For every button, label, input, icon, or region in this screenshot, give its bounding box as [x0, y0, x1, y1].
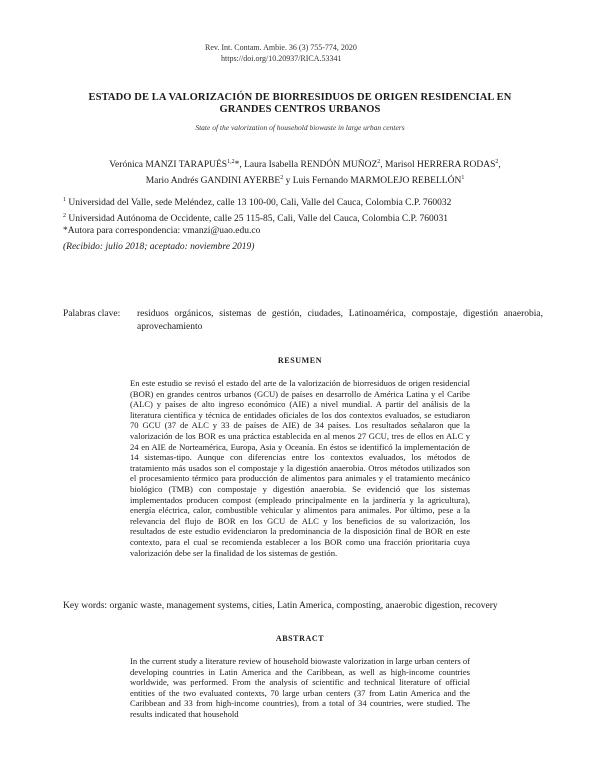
author-name: Luis Fernando MARMOLEJO REBELLÓN	[292, 176, 462, 187]
author-affiliation-mark: 1,2	[227, 159, 235, 165]
journal-citation: Rev. Int. Contam. Ambie. 36 (3) 755-774, 2020	[205, 43, 357, 52]
affiliation-1	[63, 194, 543, 210]
resumen-heading: RESUMEN	[277, 356, 323, 365]
received-accepted-dates: (Recibido: julio 2018; aceptado: noviembre 2019)	[63, 242, 255, 252]
article-subtitle: State of the valorization of household biowaste in large urban centers	[195, 123, 405, 132]
author-name: Marisol HERRERA RODAS	[385, 160, 496, 171]
keywords-label: Palabras clave:	[63, 309, 121, 319]
author-name: Laura Isabella RENDÓN MUÑOZ	[244, 160, 378, 171]
keywords-text: residuos orgánicos, sistemas de gestión, ciudades, Latinoamérica, compostaje, digestión anaerobia, aprovechamiento	[137, 309, 543, 332]
author-name: Mario Andrés GANDINI AYERBE	[145, 176, 281, 187]
author-name: Verónica MANZI TARAPUÉS	[109, 160, 228, 171]
author-conjunction: y	[285, 176, 291, 187]
author-affiliation-mark: 2	[377, 159, 381, 165]
author-affiliation-mark: 2	[280, 175, 284, 182]
author-list: Verónica MANZI TARAPUÉS$^{1,2}$*, Laura Isabella RENDÓN MUÑOZ$^2$, Marisol HERRERA RODAS$^2$, Mario Andrés GANDINI AYERBE$^2$ y Luis Fernando MARMOLEJO REBELLÓN$^1$	[109, 159, 501, 187]
keywords-es	[63, 308, 543, 333]
author-affiliation-mark: 2	[495, 159, 499, 165]
keywords-en	[63, 601, 543, 611]
affiliation-2	[63, 210, 543, 226]
affiliation-text: Universidad Autónoma de Occidente, calle 25 115-85, Cali, Valle del Cauca, Colombia C.P. 760031	[68, 213, 449, 224]
abstract-heading: ABSTRACT	[275, 634, 325, 643]
affiliation-number: 1	[63, 197, 66, 203]
journal-doi[interactable]: https://doi.org/10.20937/RICA.53341	[221, 54, 342, 63]
keywords-en-text: organic waste, management systems, cities, Latin America, composting, anaerobic digestion, recovery	[109, 601, 498, 611]
corresponding-mark: *	[234, 160, 240, 171]
affiliation-number: 2	[63, 212, 66, 219]
keywords-en-label: Key words:	[63, 601, 108, 611]
abstract-text: In the current study a literature review of household biowaste valorization in large urban centers of developing countries in Latin America and the Caribbean, as well as high-income countries worldwide, was performed. From the analysis of scientific and technical literature of official entities of the two evaluated contexts, 70 large urban centers (37 from Latin America and the Caribbean and 33 from high-income countries), from a total of 34 countries, were studied. The results indicated that household	[130, 656, 470, 719]
resumen-text: En este estudio se revisó el estado del arte de la valorización de biorresiduos de origen residencial (BOR) en grandes centros urbanos (GCU) de países en desarrollo de América Latina y el Caribe (ALC) y países de alto ingreso económico (AIE) a nivel mundial. A partir del análisis de la literatura científica y técnica de entidades oficiales de los dos contextos evaluados, se estudiaron 70 GCU (37 de ALC y 33 de países de AIE) de 34 países. Los resultados señalaron que la valorización de los BOR es una práctica establecida en al menos 27 GCU, tres de ellos en ALC y 24 en AIE de Norteamérica, Europa, Asia y Oceanía. En éstos se identificó la implementación de 14 sistemas-tipo. Aunque con diferencias entre los contextos evaluados, los métodos de tratamiento más usados son el compostaje y la digestión anaerobia. Otros métodos utilizados son el procesamiento térmico para producción de alimentos para animales y el tratamiento mecánico biológico (TMB) con compostaje y digestión anaerobia. Se evidenció que los sistemas implementados producen compost (empleado principalmente en la jardinería y la agricultura), energía eléctrica, calor, combustible vehicular y alimentos para animales. Por último, pese a la relevancia del flujo de BOR en los GCU de ALC y los beneficios de su valorización, los resultados de este estudio evidenciaron la predominancia de la disposición final de BOR en este contexto, para el cual se recomienda establecer a los BOR como una fracción prioritaria cuya valorización debe ser la finalidad de los sistemas de gestión.	[130, 378, 470, 558]
affiliations	[63, 194, 543, 238]
corresponding-author: *Autora para correspondencia: vmanzi@uao.edu.co	[63, 226, 261, 237]
author-affiliation-mark: 1	[461, 175, 465, 182]
journal-header	[0, 42, 600, 64]
article-title: ESTADO DE LA VALORIZACIÓN DE BIORRESIDUOS DE ORIGEN RESIDENCIAL EN GRANDES CENTROS URBANOS	[88, 92, 512, 115]
affiliation-text: Universidad del Valle, sede Meléndez, calle 13 100-00, Cali, Valle del Cauca, Colombia C.P. 760032	[68, 198, 452, 209]
